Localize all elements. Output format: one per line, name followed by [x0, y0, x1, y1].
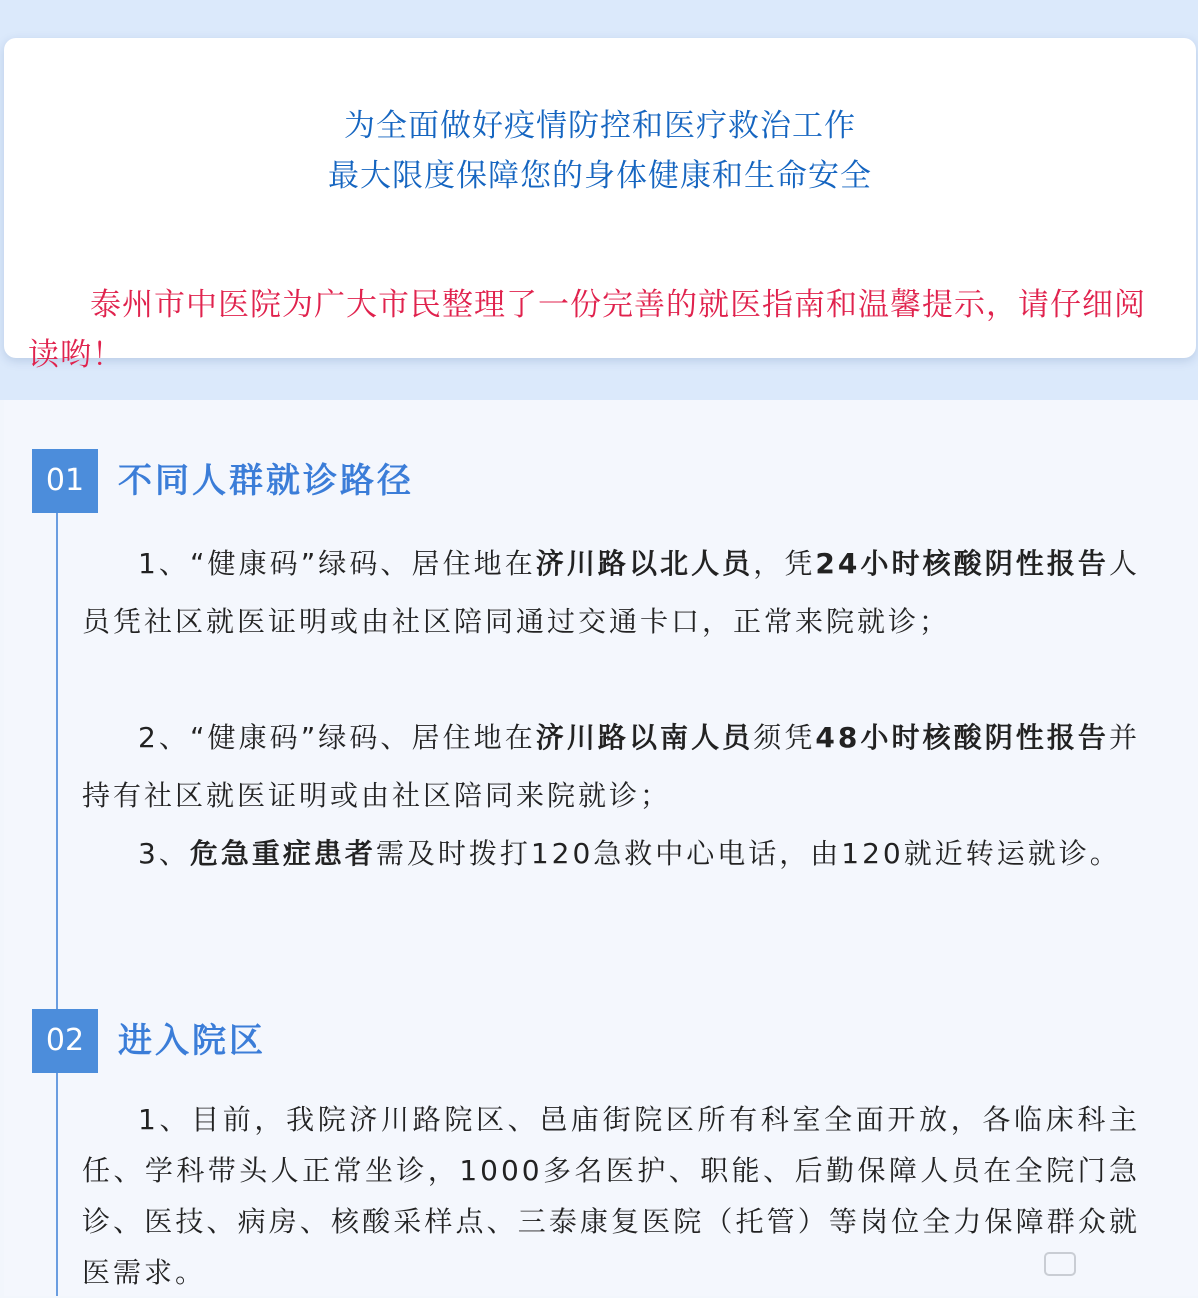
- paragraph-north-residents: [82, 535, 1140, 651]
- text-run: 需及时拨打120急救中心电话，由120就近转运就诊。: [375, 837, 1121, 870]
- section-title: 进入院区: [118, 1021, 266, 1061]
- text-run: ，凭: [753, 547, 816, 580]
- paragraph-critical-patients: [82, 825, 1140, 883]
- watermark-logo: [1044, 1250, 1184, 1276]
- text-run: 3、: [138, 837, 190, 870]
- text-run: 并持有社区就医证明或由社区陪同来院就诊；: [82, 721, 1140, 812]
- bold-text: 危急重症患者: [189, 837, 376, 870]
- text-run: 须凭: [753, 721, 816, 754]
- bold-text: 48小时核酸阴性报告: [815, 721, 1109, 754]
- bold-text: 24小时核酸阴性报告: [815, 547, 1109, 580]
- bold-text: 济川路以南人员: [535, 721, 754, 754]
- section-number-badge: 02: [32, 1009, 98, 1073]
- intro-heading-line-2: 最大限度保障您的身体健康和生命安全: [328, 158, 872, 194]
- section-number-badge: 01: [32, 449, 98, 513]
- intro-heading-line-1: 为全面做好疫情防控和医疗救治工作: [344, 108, 856, 144]
- watermark-icon: [1044, 1252, 1076, 1276]
- section-title: 不同人群就诊路径: [118, 461, 414, 501]
- bold-text: 济川路以北人员: [535, 547, 754, 580]
- text-run: 人员凭社区就医证明或由社区陪同通过交通卡口，正常来院就诊；: [82, 547, 1140, 638]
- text-run: 2、“健康码”绿码、居住地在: [138, 721, 536, 754]
- paragraph-campus-open: 1、目前，我院济川路院区、邑庙街院区所有科室全面开放，各临床科主任、学科带头人正常坐诊，1000多名医护、职能、后勤保障人员在全院门急诊、医技、病房、核酸采样点、三泰康复医院（托管）等岗位全力保障群众就医需求。: [82, 1103, 1140, 1289]
- intro-reminder-text: 泰州市中医院为广大市民整理了一份完善的就医指南和温馨提示，请仔细阅读哟！: [28, 287, 1146, 373]
- text-run: 1、“健康码”绿码、居住地在: [138, 547, 536, 580]
- timeline-line: [56, 512, 58, 1296]
- paragraph-south-residents: [82, 709, 1140, 825]
- intro-card: [4, 38, 1196, 373]
